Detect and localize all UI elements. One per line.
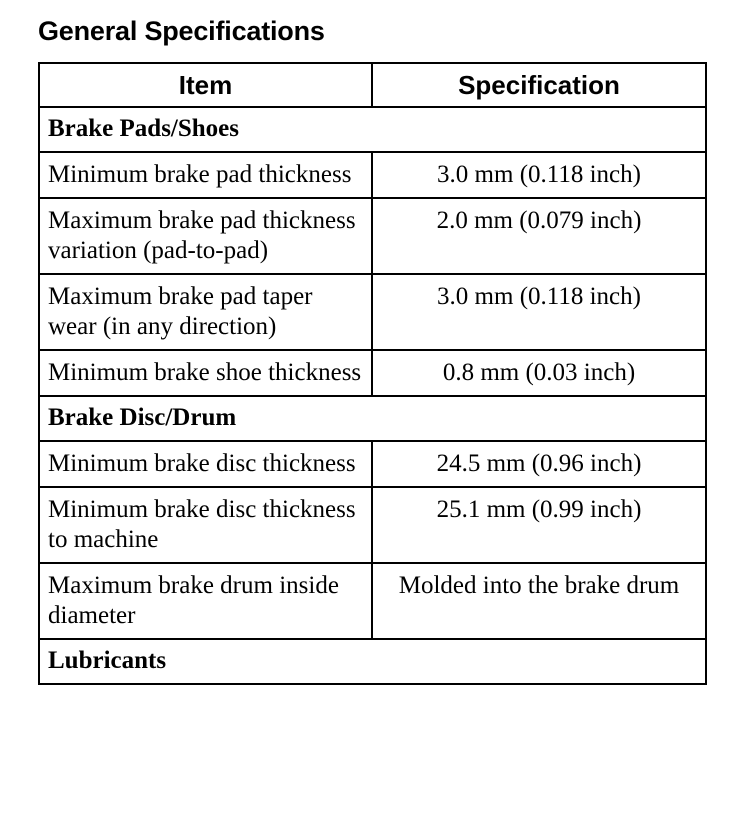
page-title: General Specifications <box>38 16 325 46</box>
spec-cell: Molded into the brake drum <box>372 563 706 639</box>
spec-cell: 3.0 mm (0.118 inch) <box>372 152 706 198</box>
item-cell: Maximum brake pad thickness variation (pad-to-pad) <box>39 198 372 274</box>
item-cell: Minimum brake pad thickness <box>39 152 372 198</box>
spec-cell: 0.8 mm (0.03 inch) <box>372 350 706 396</box>
table-row <box>39 274 706 350</box>
item-cell: Minimum brake disc thickness <box>39 441 372 487</box>
section-heading: Brake Pads/Shoes <box>39 107 706 152</box>
table-body <box>39 107 706 684</box>
table-row <box>39 487 706 563</box>
specifications-table <box>38 62 707 685</box>
section-row-lubricants <box>39 639 706 684</box>
spec-cell: 24.5 mm (0.96 inch) <box>372 441 706 487</box>
section-heading: Brake Disc/Drum <box>39 396 706 441</box>
item-cell: Minimum brake disc thickness to machine <box>39 487 372 563</box>
table-row <box>39 198 706 274</box>
table-row <box>39 350 706 396</box>
table-row <box>39 152 706 198</box>
table-row <box>39 441 706 487</box>
spec-cell: 25.1 mm (0.99 inch) <box>372 487 706 563</box>
section-row-brake-disc-drum <box>39 396 706 441</box>
spec-cell: 3.0 mm (0.118 inch) <box>372 274 706 350</box>
item-cell: Maximum brake pad taper wear (in any direction) <box>39 274 372 350</box>
section-row-brake-pads-shoes <box>39 107 706 152</box>
spec-cell: 2.0 mm (0.079 inch) <box>372 198 706 274</box>
item-cell: Maximum brake drum inside diameter <box>39 563 372 639</box>
column-header-specification: Specification <box>372 63 706 107</box>
item-cell: Minimum brake shoe thickness <box>39 350 372 396</box>
column-header-item: Item <box>39 63 372 107</box>
header-row <box>39 63 706 107</box>
section-heading: Lubricants <box>39 639 706 684</box>
table-header <box>39 63 706 107</box>
table-row <box>39 563 706 639</box>
